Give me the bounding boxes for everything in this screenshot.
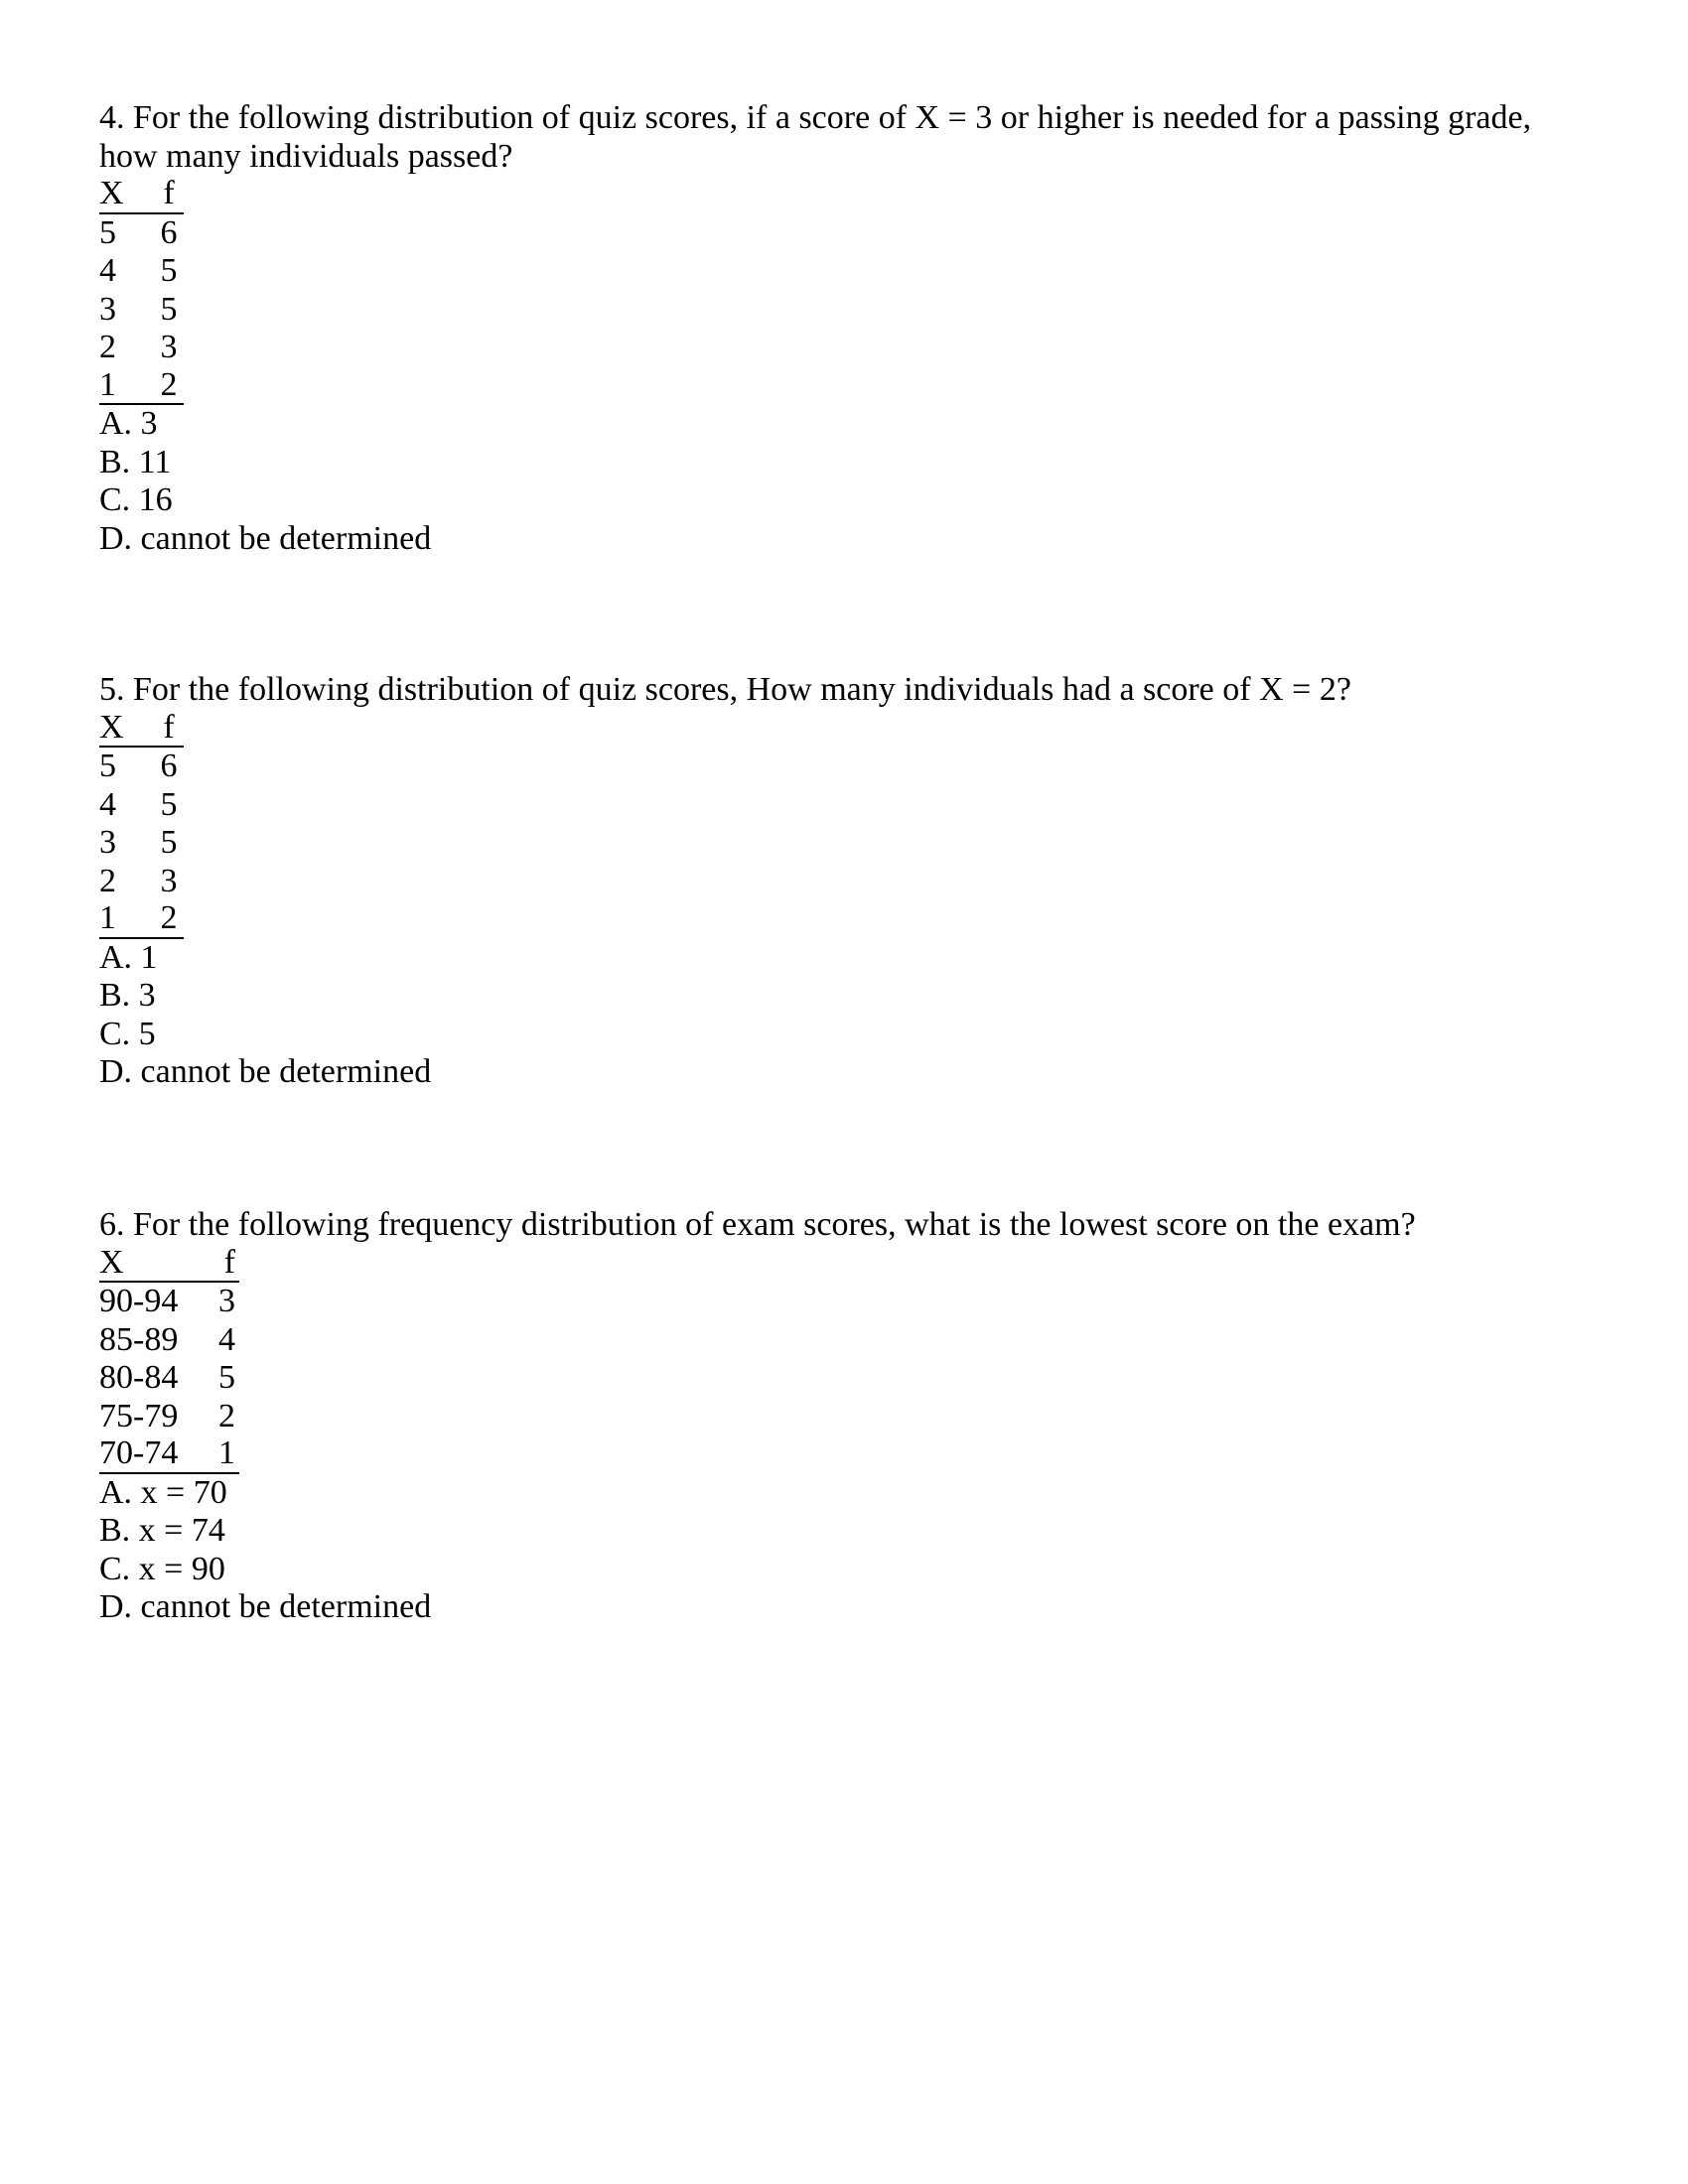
cell-f: 1 <box>204 1435 239 1473</box>
cell-f: 5 <box>160 785 178 823</box>
cell-x: 3 <box>99 824 116 861</box>
question-text: 4. For the following distribution of quiz scores, if a score of X = 3 or higher is needed for a passing grade, how many individuals passed? <box>99 99 1532 175</box>
cell-f: 5 <box>160 252 178 289</box>
frequency-table <box>99 176 184 405</box>
table-row <box>99 1282 239 1321</box>
cell-x: 85-89 <box>99 1320 179 1358</box>
answer-option-b: B. 11 <box>99 443 172 480</box>
cell-f: 2 <box>154 367 184 405</box>
frequency-table <box>99 1245 239 1474</box>
cell-f: 6 <box>160 213 178 251</box>
table-row <box>99 329 184 367</box>
answer-option-d: D. cannot be determined <box>99 519 432 557</box>
cell-f: 2 <box>154 900 184 938</box>
table-row <box>99 900 184 938</box>
question-text: 5. For the following distribution of quiz scores, How many individuals had a score of X = 2? <box>99 671 1351 708</box>
cell-x: 4 <box>99 785 116 823</box>
table-row <box>99 863 184 901</box>
cell-x: 5 <box>99 213 116 251</box>
cell-f: 5 <box>160 290 178 328</box>
table-row <box>99 1435 239 1473</box>
column-header-f: f <box>154 176 184 213</box>
answer-option-c: C. 5 <box>99 1015 156 1052</box>
answer-option-d: D. cannot be determined <box>99 1053 432 1090</box>
table-row <box>99 747 184 786</box>
question-5 <box>99 671 1589 1092</box>
column-header-x: X <box>99 176 154 213</box>
question-4 <box>99 99 1589 558</box>
table-row <box>99 367 184 405</box>
table-row <box>99 786 184 825</box>
cell-x: 1 <box>99 900 154 938</box>
column-header-f: f <box>154 710 184 748</box>
table-row <box>99 1321 239 1360</box>
cell-f: 3 <box>218 1283 235 1319</box>
table-header-row <box>99 176 184 213</box>
table-header-row <box>99 1245 239 1283</box>
cell-f: 5 <box>160 824 178 861</box>
table-row <box>99 252 184 291</box>
cell-x: 1 <box>99 367 154 405</box>
cell-x: 4 <box>99 252 116 289</box>
answer-option-b: B. x = 74 <box>99 1512 225 1549</box>
answer-option-c: C. x = 90 <box>99 1550 225 1587</box>
cell-x: 75-79 <box>99 1397 179 1434</box>
cell-x: 70-74 <box>99 1435 204 1473</box>
cell-f: 4 <box>218 1320 235 1358</box>
cell-x: 2 <box>99 862 116 899</box>
cell-x: 2 <box>99 329 116 365</box>
table-header-row <box>99 710 184 748</box>
cell-f: 2 <box>218 1397 235 1434</box>
table-row <box>99 824 184 863</box>
answer-option-a: A. 1 <box>99 938 158 976</box>
table-row <box>99 213 184 253</box>
question-6 <box>99 1206 1589 1627</box>
cell-x: 5 <box>99 748 116 784</box>
column-header-f: f <box>204 1245 239 1283</box>
frequency-table <box>99 710 184 939</box>
table-row <box>99 1359 239 1398</box>
table-row <box>99 291 184 330</box>
answer-option-a: A. x = 70 <box>99 1473 227 1511</box>
answer-option-d: D. cannot be determined <box>99 1588 432 1625</box>
cell-f: 3 <box>160 329 178 365</box>
answer-option-a: A. 3 <box>99 405 158 442</box>
answer-option-b: B. 3 <box>99 977 156 1014</box>
cell-x: 80-84 <box>99 1359 179 1396</box>
question-text: 6. For the following frequency distribution of exam scores, what is the lowest score on the exam? <box>99 1206 1416 1243</box>
column-header-x: X <box>99 1245 204 1283</box>
cell-x: 90-94 <box>99 1283 179 1319</box>
cell-x: 3 <box>99 290 116 328</box>
column-header-x: X <box>99 710 154 748</box>
cell-f: 6 <box>160 748 178 784</box>
cell-f: 5 <box>218 1359 235 1396</box>
cell-f: 3 <box>160 862 178 899</box>
table-row <box>99 1398 239 1436</box>
answer-option-c: C. 16 <box>99 481 173 518</box>
